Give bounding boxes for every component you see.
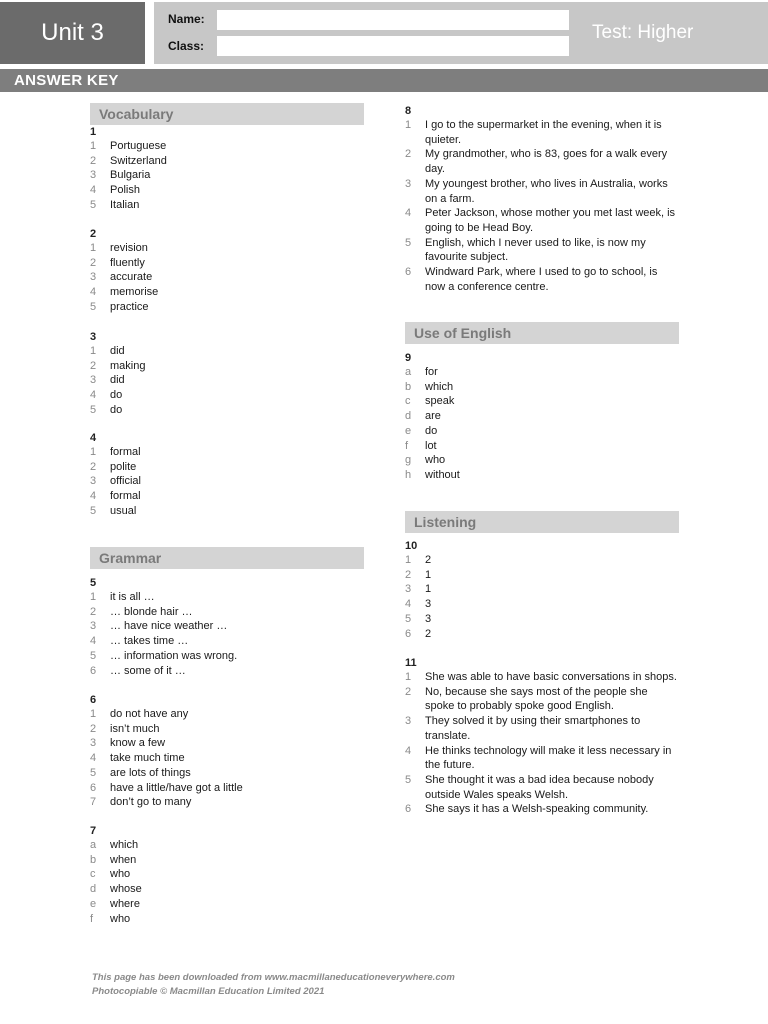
answer-text: No, because she says most of the people she spoke to probably spoke good English. (425, 685, 648, 713)
question-number: 9 (405, 352, 412, 364)
answer-row (90, 912, 364, 927)
answer-text: who (425, 454, 446, 467)
answer-row (90, 359, 364, 374)
answer-marker: 1 (90, 591, 97, 603)
answer-row (90, 619, 364, 634)
answer-row (405, 714, 679, 743)
answer-row (405, 265, 679, 294)
answer-text: 1 (425, 568, 432, 581)
answer-row (90, 256, 364, 271)
answer-marker: 6 (90, 781, 97, 794)
answer-row (90, 590, 364, 605)
answer-marker: 2 (90, 722, 97, 735)
answer-group-1 (90, 125, 364, 213)
answer-marker: 1 (90, 140, 97, 152)
answer-text: … takes time … (110, 635, 189, 648)
answer-marker: 4 (90, 184, 97, 197)
answer-text: memorise (110, 286, 159, 299)
answer-marker: 3 (405, 583, 412, 596)
unit-label: Unit 3 (0, 2, 145, 64)
answer-row (90, 241, 364, 256)
question-number: 1 (90, 126, 97, 138)
answer-row (405, 380, 679, 395)
answer-marker: 6 (90, 664, 97, 677)
answer-text: English, which I never used to like, is now my favourite subject. (425, 236, 646, 264)
use-of-english-header: Use of English (405, 322, 679, 344)
answer-row (405, 147, 679, 176)
answer-marker: 6 (405, 803, 412, 816)
answer-text: Peter Jackson, whose mother you met last week, is going to be Head Boy. (425, 207, 676, 234)
answer-marker: 1 (90, 345, 97, 357)
grammar-header: Grammar (90, 547, 364, 569)
answer-row (90, 388, 364, 403)
answer-text: where (110, 897, 140, 910)
answer-marker: 1 (90, 242, 97, 254)
answer-row (405, 597, 679, 612)
answer-text: 2 (425, 627, 432, 640)
answer-marker: 5 (90, 766, 97, 779)
answer-marker: 4 (90, 490, 97, 503)
answer-marker: 3 (90, 620, 97, 633)
name-field[interactable] (217, 10, 569, 30)
question-number: 8 (405, 105, 412, 117)
answer-row (90, 766, 364, 781)
answer-text: 2 (425, 554, 432, 566)
answer-marker: a (90, 839, 97, 851)
answer-marker: 3 (90, 271, 97, 284)
answer-text: … some of it … (110, 664, 186, 677)
answer-row (90, 722, 364, 737)
answer-row (405, 802, 679, 817)
answer-text: do (425, 424, 438, 437)
answer-text: without (425, 468, 460, 481)
answer-row (90, 736, 364, 751)
test-header (0, 0, 768, 66)
answer-text: … information was wrong. (110, 649, 238, 662)
answer-text: revision (110, 242, 148, 254)
answer-row (405, 468, 679, 483)
question-number: 5 (90, 577, 97, 589)
answer-row (90, 853, 364, 868)
footer (92, 971, 455, 999)
answer-row (405, 206, 679, 235)
answer-group-10 (405, 539, 679, 641)
answer-text: are lots of things (110, 766, 191, 779)
answer-text: Portuguese (110, 140, 167, 152)
answer-text: Windward Park, where I used to go to school, is now a conference centre. (425, 266, 658, 293)
name-label: Name: (168, 12, 205, 26)
answer-marker: f (90, 912, 94, 925)
answer-marker: 4 (90, 635, 97, 648)
answer-row (405, 365, 679, 380)
footer-download-note: This page has been downloaded from www.macmillaneducationeverywhere.com (92, 972, 455, 983)
answer-row (90, 664, 364, 679)
answer-marker: h (405, 468, 412, 481)
answer-row (405, 773, 679, 802)
answer-marker: 3 (90, 374, 97, 387)
answer-text: usual (110, 504, 137, 517)
answer-row (90, 605, 364, 620)
answer-row (90, 707, 364, 722)
answer-row (90, 198, 364, 213)
answer-text: fluently (110, 256, 145, 269)
test-level-label: Test: Higher (592, 22, 694, 43)
question-number: 7 (90, 825, 97, 837)
answer-marker: 5 (405, 236, 412, 249)
answer-marker: b (405, 380, 412, 393)
answer-marker: 2 (405, 685, 412, 698)
answer-text: when (110, 853, 137, 866)
answer-text: it is all … (110, 591, 155, 603)
answer-text: … blonde hair … (110, 605, 193, 618)
answer-text: He thinks technology will make it less necessary in the future. (425, 744, 672, 772)
question-number: 2 (90, 228, 97, 240)
answer-marker: 5 (90, 198, 97, 211)
answer-group-2 (90, 227, 364, 315)
answer-text: 3 (425, 598, 432, 611)
answer-marker: f (405, 439, 409, 452)
answer-marker: 1 (405, 119, 412, 131)
answer-marker: d (405, 410, 412, 423)
answer-marker: 3 (90, 737, 97, 750)
answer-marker: 1 (405, 554, 412, 566)
listening-header: Listening (405, 511, 679, 533)
answer-text: who (110, 912, 131, 925)
vocabulary-header: Vocabulary (90, 103, 364, 125)
answer-row (90, 649, 364, 664)
answer-row (90, 838, 364, 853)
answer-marker: 5 (90, 504, 97, 517)
answer-marker: 1 (90, 446, 97, 458)
answer-marker: 2 (90, 154, 97, 167)
answer-marker: 4 (405, 598, 412, 611)
question-number: 10 (405, 540, 418, 552)
question-number: 3 (90, 331, 97, 343)
question-number: 11 (405, 657, 417, 669)
answer-marker: 5 (405, 612, 412, 625)
answer-text: take much time (110, 752, 185, 765)
answer-text: formal (110, 446, 141, 458)
class-label: Class: (168, 39, 205, 53)
answer-row (90, 489, 364, 504)
answer-row (405, 424, 679, 439)
answer-group-11 (405, 656, 679, 817)
answer-row (405, 612, 679, 627)
answer-text: did (110, 345, 125, 357)
answer-row (90, 474, 364, 489)
answer-group-9 (405, 351, 679, 483)
answer-row (90, 445, 364, 460)
answer-marker: 1 (90, 708, 97, 720)
answer-text: accurate (110, 271, 153, 284)
student-info-box (154, 2, 768, 64)
footer-copyright: Photocopiable © Macmillan Education Limited 2021 (92, 986, 325, 997)
answer-group-6 (90, 693, 364, 810)
answer-marker: 3 (90, 475, 97, 488)
answer-row (90, 300, 364, 315)
answer-text: I go to the supermarket in the evening, when it is quieter. (425, 119, 662, 146)
answer-text: practice (110, 300, 149, 313)
answer-text: do not have any (110, 708, 189, 720)
answer-group-8 (405, 104, 679, 294)
answer-row (405, 453, 679, 468)
answer-text: who (110, 868, 131, 881)
answer-text: 3 (425, 612, 432, 625)
answer-row (405, 553, 679, 568)
answer-marker: 5 (405, 773, 412, 786)
answer-text: Polish (110, 184, 140, 197)
answer-text: … have nice weather … (110, 620, 228, 633)
answer-marker: 6 (405, 266, 412, 279)
answer-text: do (110, 403, 123, 416)
answer-row (405, 582, 679, 597)
answer-row (90, 270, 364, 285)
answer-marker: 4 (90, 389, 97, 402)
answer-marker: c (405, 395, 411, 408)
answer-row (405, 394, 679, 409)
answer-text: which (110, 839, 139, 851)
answer-row (90, 183, 364, 198)
answer-row (90, 897, 364, 912)
answer-text: are (425, 410, 441, 423)
answer-marker: 3 (405, 177, 412, 190)
answer-marker: e (90, 897, 97, 910)
question-number: 4 (90, 432, 97, 444)
answer-row (90, 168, 364, 183)
answer-row (405, 568, 679, 583)
answer-group-7 (90, 824, 364, 926)
answer-row (405, 744, 679, 773)
answer-text: Switzerland (110, 154, 167, 167)
answer-text: do (110, 389, 123, 402)
answer-row (90, 634, 364, 649)
answer-row (90, 344, 364, 359)
answer-row (90, 285, 364, 300)
answer-text: My grandmother, who is 83, goes for a walk every day. (425, 148, 668, 176)
answer-text: have a little/have got a little (110, 781, 243, 794)
answer-marker: 7 (90, 796, 97, 809)
answer-text: polite (110, 460, 137, 473)
answer-row (90, 460, 364, 475)
answer-row (90, 751, 364, 766)
answer-row (405, 118, 679, 147)
answer-marker: b (90, 853, 97, 866)
answer-marker: 2 (90, 460, 97, 473)
answer-marker: a (405, 366, 412, 378)
answer-marker: g (405, 454, 412, 467)
answer-row (90, 139, 364, 154)
answer-marker: 5 (90, 403, 97, 416)
answer-row (90, 795, 364, 810)
answer-row (90, 403, 364, 418)
answer-marker: 4 (90, 752, 97, 765)
answer-group-4 (90, 431, 364, 519)
answer-text: for (425, 366, 438, 378)
answer-group-3 (90, 330, 364, 418)
answer-row (405, 627, 679, 642)
answer-text: isn’t much (110, 722, 160, 735)
answer-marker: d (90, 883, 97, 896)
answer-row (90, 867, 364, 882)
answer-text: They solved it by using their smartphones to translate. (425, 715, 641, 742)
answer-key-title: ANSWER KEY (0, 69, 768, 92)
answer-group-5 (90, 576, 364, 678)
answer-row (90, 154, 364, 169)
answer-row (405, 670, 679, 685)
answer-marker: 3 (90, 169, 97, 182)
answer-text: which (425, 380, 454, 393)
answer-marker: 3 (405, 715, 412, 728)
answer-marker: 5 (90, 300, 97, 313)
answer-text: lot (425, 439, 437, 452)
answer-marker: e (405, 424, 412, 437)
answer-marker: 6 (405, 627, 412, 640)
answer-row (405, 177, 679, 206)
answer-text: She thought it was a bad idea because nobody outside Wales speaks Welsh. (425, 773, 654, 801)
answer-marker: 5 (90, 649, 97, 662)
answer-text: My youngest brother, who lives in Australia, works on a farm. (425, 177, 668, 205)
answer-marker: 2 (405, 148, 412, 161)
answer-text: formal (110, 490, 141, 503)
answer-marker: 1 (405, 671, 412, 683)
answer-row (405, 236, 679, 265)
answer-text: She says it has a Welsh-speaking community. (425, 803, 649, 816)
answer-row (90, 373, 364, 388)
answer-row (405, 409, 679, 424)
answer-marker: c (90, 868, 96, 881)
answer-marker: 2 (405, 568, 412, 581)
answer-marker: 2 (90, 359, 97, 372)
answer-text: official (110, 475, 141, 488)
answer-text: did (110, 374, 125, 387)
answer-text: Bulgaria (110, 169, 151, 182)
answer-text: whose (110, 883, 142, 896)
answer-text: speak (425, 395, 455, 408)
answer-text: Italian (110, 198, 140, 211)
answer-row (90, 781, 364, 796)
answer-text: making (110, 359, 146, 372)
answer-row (405, 685, 679, 714)
class-field[interactable] (217, 36, 569, 56)
answer-marker: 4 (90, 286, 97, 299)
answer-text: know a few (110, 737, 166, 750)
answer-marker: 4 (405, 207, 412, 220)
question-number: 6 (90, 694, 97, 706)
answer-row (90, 882, 364, 897)
answer-text: She was able to have basic conversations in shops. (425, 671, 677, 683)
answer-marker: 2 (90, 256, 97, 269)
answer-text: 1 (425, 583, 432, 596)
answer-row (90, 504, 364, 519)
answer-marker: 2 (90, 605, 97, 618)
answer-row (405, 439, 679, 454)
answer-marker: 4 (405, 744, 412, 757)
answer-text: don’t go to many (110, 796, 192, 809)
